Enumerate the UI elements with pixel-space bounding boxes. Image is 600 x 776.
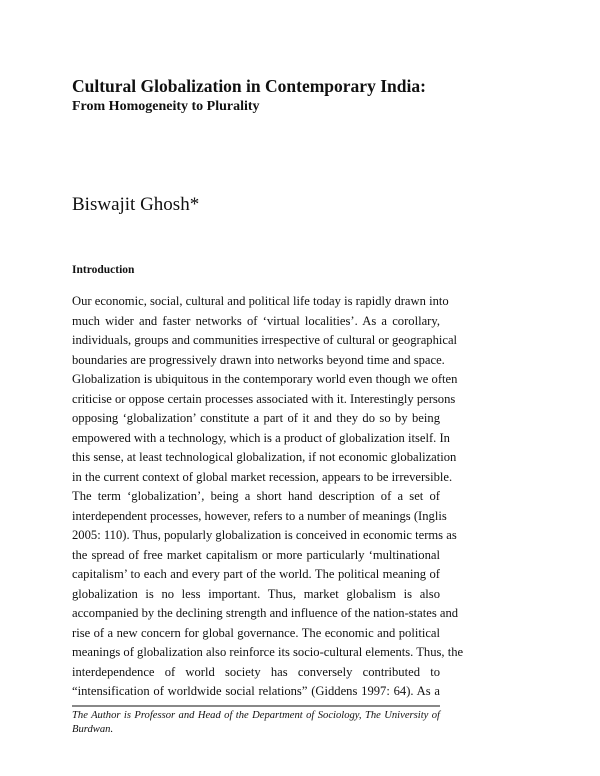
body-line: interdependent processes, however, refers to a number of meanings (Inglis [72, 508, 447, 523]
footnote-line: Burdwan. [72, 724, 114, 735]
body-line: interdependence of world society has conversely contributed to [72, 664, 440, 679]
body-line: this sense, at least technological globalization, if not economic globalization [72, 450, 457, 464]
body-line: Globalization is ubiquitous in the contemporary world even though we often [72, 372, 458, 386]
body-line: individuals, groups and communities irrespective of cultural or geographical [72, 333, 458, 347]
body-line: “intensification of worldwide social relations” (Giddens 1997: 64). As a [72, 684, 440, 698]
body-line: boundaries are progressively drawn into networks beyond time and space. [72, 352, 445, 367]
body-line: empowered with a technology, which is a product of globalization itself. In [72, 430, 450, 445]
body-line: in the current context of global market recession, appears to be irreversible. [72, 469, 453, 484]
body-line: rise of a new concern for global governance. The economic and political [72, 625, 440, 640]
body-paragraph [72, 292, 464, 702]
body-line: globalization is no less important. Thus, market globalism is also [72, 586, 440, 601]
body-line: criticise or oppose certain processes associated with it. Interestingly persons [72, 391, 456, 406]
body-line: accompanied by the declining strength and influence of the nation-states and [72, 606, 459, 620]
body-line: capitalism’ to each and every part of the world. The political meaning of [72, 567, 440, 581]
body-line: much wider and faster networks of ‘virtual localities’. As a corollary, [72, 313, 440, 328]
footnote-line: The Author is Professor and Head of the Department of Sociology, The University of [72, 710, 440, 721]
body-line: meanings of globalization also reinforce its socio-cultural elements. Thus, the [72, 645, 464, 659]
body-line: 2005: 110). Thus, popularly globalization is conceived in economic terms as [72, 528, 457, 542]
footnote [72, 709, 440, 737]
body-line: The term ‘globalization’, being a short hand description of a set of [72, 489, 440, 503]
paper-title: Cultural Globalization in Contemporary India: [72, 76, 426, 96]
body-line: opposing ‘globalization’ constitute a part of it and they do so by being [72, 411, 440, 425]
section-heading: Introduction [72, 264, 135, 276]
paper-subtitle: From Homogeneity to Plurality [72, 99, 260, 114]
body-line: Our economic, social, cultural and political life today is rapidly drawn into [72, 294, 449, 308]
body-line: the spread of free market capitalism or more particularly ‘multinational [72, 547, 440, 562]
footnote-divider [72, 705, 440, 707]
author-name: Biswajit Ghosh* [72, 194, 200, 215]
